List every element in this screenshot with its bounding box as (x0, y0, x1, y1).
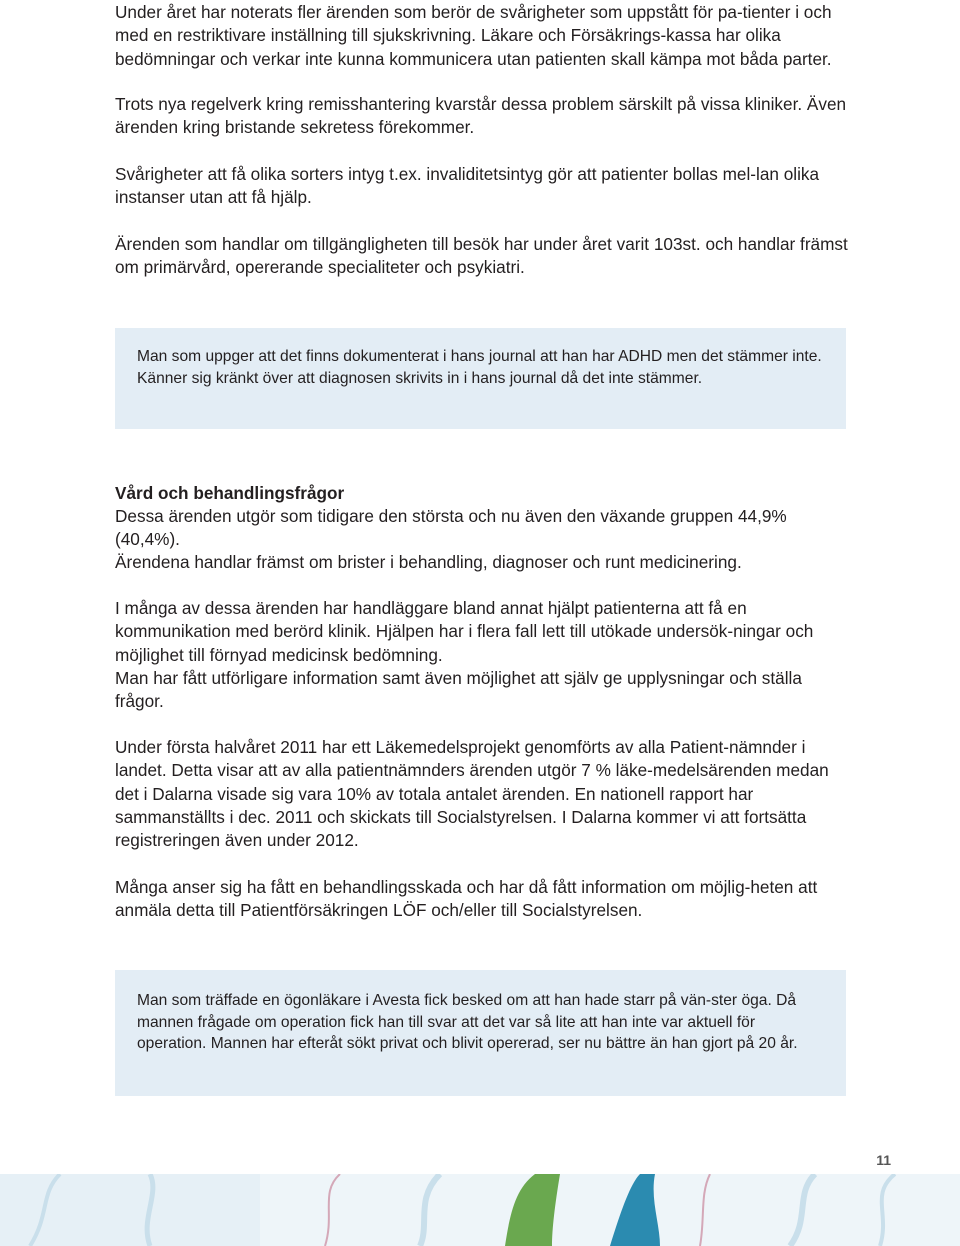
paragraph-referral: Trots nya regelverk kring remisshantering kvarstår dessa problem särskilt på vissa kliniker. Även ärenden kring bristande sekretess förekommer. (115, 94, 847, 138)
paragraph-treatment-injury: Många anser sig ha fått en behandlingsskada och har då fått information om möjlig-heten att anmäla detta till Patientförsäkringen LÖF och/eller till Socialstyrelsen. (115, 877, 818, 921)
case-example-box-adhd (115, 328, 846, 429)
footer-decoration (0, 1174, 960, 1246)
page-number: 11 (876, 1152, 891, 1168)
section-heading: Vård och behandlingsfrågor (115, 483, 345, 503)
paragraph-share: Dessa ärenden utgör som tidigare den största och nu även den växande gruppen 44,9% (40,4%). (115, 506, 787, 550)
case-example-text: Man som träffade en ögonläkare i Avesta fick besked om att han hade starr på vän-ster öga. Då mannen frågade om operation fick han till svar att det var så lite att han inte var aktuell för operation. Mannen har efteråt sökt privat och blivit opererad, ser nu bättre än han gjort på 20 år. (137, 992, 798, 1053)
footer-band-left (0, 1174, 260, 1246)
paragraph-medication-project: Under första halvåret 2011 har ett Läkemedelsprojekt genomförts av alla Patient-nämnder i landet. Detta visar att av alla patientnämnders ärenden utgör 7 % läke-medelsärenden medan det i Dalarna visade sig vara 10% av totala antalet ärenden. En nationell rapport har sammanställts i dec. 2011 och skickats till Socialstyrelsen. I Dalarna kommer vi att fortsätta registreringen även under 2012. (115, 737, 829, 851)
paragraph-accessibility: Ärenden som handlar om tillgängligheten till besök har under året varit 103st. och handlar främst om primärvård, opererande specialiteter och psykiatri. (115, 234, 848, 278)
case-example-text: Man som uppger att det finns dokumenterat i hans journal att han har ADHD men det stämmer inte. Känner sig kränkt över att diagnosen skrivits in i hans journal då det inte stämmer. (137, 348, 822, 387)
paragraph-information: Man har fått utförligare information samt även möjlighet att själv ge upplysningar och ställa frågor. (115, 668, 802, 712)
paragraph-help: I många av dessa ärenden har handläggare bland annat hjälpt patienterna att få en kommunikation med berörd klinik. Hjälpen har i flera fall lett till utökade undersök-ningar och möjlighet till förnyad medicinsk bedömning. (115, 598, 814, 665)
paragraph-issues: Ärendena handlar främst om brister i behandling, diagnoser och runt medicinering. (115, 552, 742, 572)
paragraph-certificates: Svårigheter att få olika sorters intyg t.ex. invaliditetsintyg gör att patienter bollas mel-lan olika instanser utan att få hjälp. (115, 164, 820, 208)
case-example-box-eye (115, 970, 846, 1096)
paragraph-sick-leave: Under året har noterats fler ärenden som berör de svårigheter som uppstått för pa-tienter i och med en restriktivare inställning till sjukskrivning. Läkare och Försäkrings-kassa har olika bedömningar och verkar inte kunna kommunicera utan patienten skall kämpa mot båda parter. (115, 2, 832, 69)
